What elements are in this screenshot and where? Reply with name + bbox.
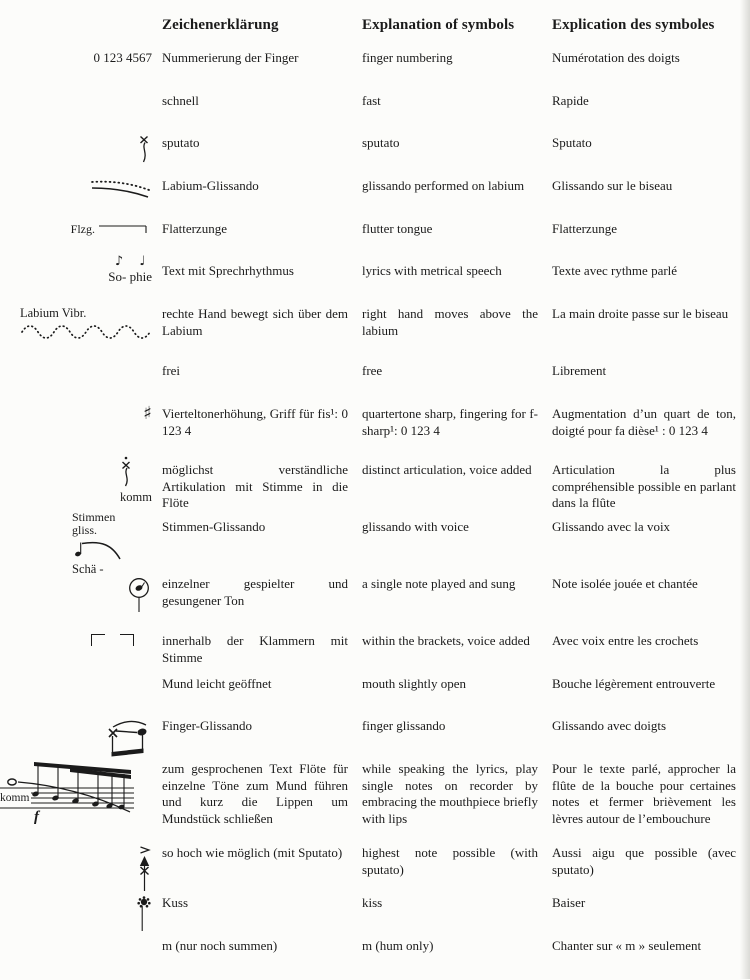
symbol-cell [0, 718, 162, 760]
french-text: Aussi aigu que possible (avec sputato) [552, 844, 736, 877]
symbol-cell [0, 895, 162, 935]
french-text: Glissando avec doigts [552, 718, 667, 734]
french-text: Avec voix entre les crochets [552, 632, 699, 648]
legend-row [0, 135, 750, 178]
german-text: Text mit Sprechrhythmus [162, 263, 294, 279]
english-text: right hand moves above the labium [362, 306, 538, 338]
symbol-cell [0, 178, 162, 202]
english-text: finger numbering [362, 50, 453, 65]
english-text: while speaking the lyrics, play single notes on recorder by embracing the mouthpiece briefly with lips [362, 760, 538, 827]
french-text: Bouche légèrement entrouverte [552, 675, 716, 691]
legend-row [0, 306, 750, 363]
eighth-note-icon: ♪ [114, 254, 124, 270]
kiss-note-icon [136, 895, 152, 935]
sprechrhythmus-icon [108, 255, 152, 285]
french-text: Rapide [552, 92, 589, 108]
german-text: einzelner gespielter und gesungener Ton [162, 575, 348, 608]
french-text: Articulation la plus compréhensible possible en parlant dans la flûte [552, 461, 736, 511]
symbol-cell [0, 135, 162, 167]
symbol-cell [0, 402, 162, 424]
forte-dynamic-label: f [34, 808, 39, 825]
symbol-cell [0, 845, 162, 895]
legend-row [0, 938, 750, 980]
german-text: Flatterzunge [162, 220, 227, 236]
english-text: distinct articulation, voice added [362, 461, 532, 477]
komm-note-icon [120, 456, 152, 505]
komm-lyric-label: komm [120, 489, 152, 504]
french-text: Numérotation des doigts [552, 50, 680, 65]
legend-row [0, 509, 750, 576]
staff-excerpt-icon [0, 755, 134, 827]
symbol-cell [0, 633, 162, 646]
stimmen-glissando-icon [72, 511, 146, 576]
german-text: Vierteltonerhöhung, Griff für fis¹: 0 123 4 [162, 405, 348, 438]
gliss-label: gliss. [72, 522, 98, 537]
english-text: within the brackets, voice added [362, 632, 530, 648]
left-bracket-icon [91, 634, 105, 646]
french-text: Baiser [552, 894, 586, 910]
column-headers [0, 0, 750, 50]
legend-row [0, 676, 750, 719]
english-text: free [362, 363, 383, 379]
german-text: Labium-Glissando [162, 178, 259, 194]
header-english: Explanation of symbols [362, 17, 515, 33]
right-bracket-icon [120, 634, 134, 646]
english-text: m (hum only) [362, 937, 434, 953]
french-text: Flatterzunge [552, 220, 617, 236]
french-text: Librement [552, 363, 607, 379]
german-text: Stimmen-Glissando [162, 518, 266, 534]
german-text: sputato [162, 135, 200, 151]
flatterzunge-icon [71, 222, 152, 237]
header-german: Zeichenerklärung [162, 17, 279, 33]
legend-row [0, 576, 750, 633]
labium-glissando-icon [90, 178, 152, 202]
symbol-cell [0, 761, 162, 827]
french-text: Pour le texte parlé, approcher la flûte de la bouche pour certaines notes et fermer brièvement les lèvres autour de l’embouchure [552, 760, 736, 827]
staff-notation-icon [0, 755, 134, 827]
header-french: Explication des symboles [552, 17, 715, 33]
english-text: quartertone sharp, fingering for f-sharp¹: 0 123 4 [362, 405, 538, 438]
german-text: zum gesprochenen Text Flöte für einzelne Töne zum Mund führen und kurz die Lippen um Mundstück schließen [162, 760, 348, 827]
legend-row [0, 761, 750, 845]
french-text: Texte avec rythme parlé [552, 263, 678, 279]
legend-row [0, 845, 750, 895]
german-text: frei [162, 363, 181, 379]
german-text: so hoch wie möglich (mit Sputato) [162, 844, 343, 860]
french-text: Sputato [552, 135, 592, 151]
english-text: glissando with voice [362, 518, 469, 534]
english-text: finger glissando [362, 718, 446, 734]
french-text: La main droite passe sur le biseau [552, 306, 729, 322]
highest-note-icon [137, 845, 152, 895]
german-text: möglichst verständliche Artikulation mit Stimme in die Flöte [162, 461, 348, 511]
symbol-cell [0, 509, 162, 576]
legend-rows [0, 50, 750, 980]
schae-lyric-label: Schä - [72, 561, 104, 576]
symbol-cell [0, 306, 162, 339]
french-text: Glissando avec la voix [552, 518, 671, 534]
note-glyphs [108, 255, 152, 269]
staff-komm-label: komm [0, 791, 30, 804]
german-text: innerhalb der Klammern mit Stimme [162, 632, 348, 665]
legend-row [0, 50, 750, 93]
quarter-note-icon: ♩ [139, 254, 146, 270]
legend-row [0, 254, 750, 306]
german-text: Finger-Glissando [162, 718, 253, 734]
english-text: glissando performed on labium [362, 178, 525, 194]
finger-numbers-label: 0 123 4567 [93, 50, 152, 65]
german-text: m (nur noch summen) [162, 937, 278, 953]
german-text: Mund leicht geöffnet [162, 675, 272, 691]
english-text: a single note played and sung [362, 575, 516, 591]
legend-row [0, 895, 750, 938]
symbol-cell [0, 576, 162, 614]
flatterzunge-bracket-icon [98, 223, 152, 235]
legend-row [0, 93, 750, 136]
dotted-wave-icon [20, 321, 152, 339]
french-text: Note isolée jouée et chantée [552, 575, 698, 591]
french-text: Chanter sur « m » seulement [552, 937, 702, 953]
symbol-cell [0, 254, 162, 285]
sputato-note-icon [138, 135, 152, 167]
french-text: Glissando sur le biseau [552, 178, 673, 194]
english-text: lyrics with metrical speech [362, 263, 502, 279]
german-text: Nummerierung der Finger [162, 50, 299, 65]
brackets-icon [91, 634, 134, 646]
english-text: flutter tongue [362, 220, 433, 236]
circled-note-icon [128, 576, 152, 614]
english-text: highest note possible (with sputato) [362, 844, 538, 877]
flzg-label: Flzg. [70, 221, 95, 236]
quartertone-sharp-icon: ♯ [143, 402, 152, 424]
english-text: kiss [362, 894, 383, 910]
symbol-cell [0, 221, 162, 237]
labium-vibr-label: Labium Vibr. [20, 306, 87, 321]
english-text: fast [362, 92, 381, 108]
voice-glissando-curve-icon [72, 537, 146, 563]
english-text: mouth slightly open [362, 675, 466, 691]
articulated-note-icon [120, 456, 134, 490]
legend-row [0, 178, 750, 221]
legend-row [0, 363, 750, 406]
symbol-cell [0, 50, 162, 66]
finger-glissando-icon [106, 718, 152, 760]
legend-row [0, 633, 750, 676]
german-text: schnell [162, 92, 199, 108]
symbol-cell [0, 462, 162, 505]
german-text: Kuss [162, 894, 189, 910]
stimmen-label: Stimmen [72, 509, 116, 524]
labium-vibrato-icon [20, 306, 152, 339]
legend-row [0, 402, 750, 462]
german-text: rechte Hand bewegt sich über dem Labium [162, 306, 348, 338]
french-text: Augmentation d’un quart de ton, doigté pour fa dièse¹ : 0 123 4 [552, 405, 736, 438]
sophie-lyric-label: So- phie [108, 269, 152, 285]
english-text: sputato [362, 135, 400, 151]
